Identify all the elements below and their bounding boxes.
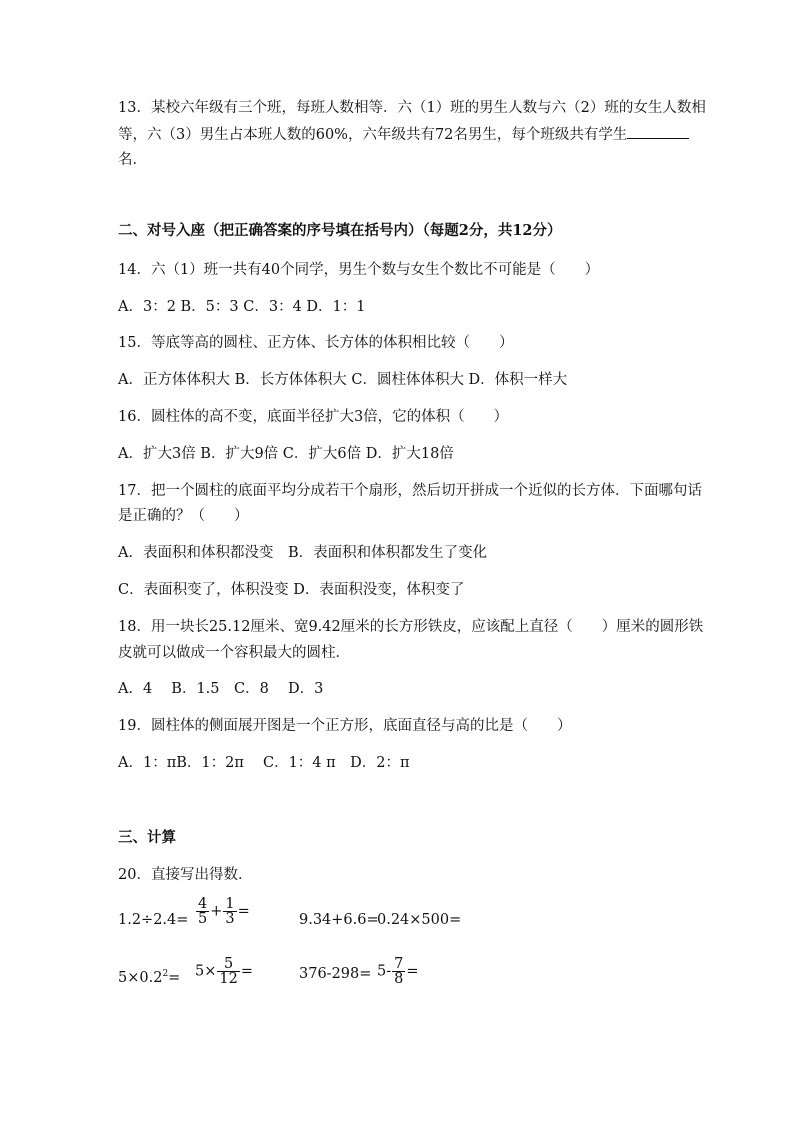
q13-line-2-text: 等，六（3）男生占本班人数的60%，六年级共有72名男生，每个班级共有学生 xyxy=(118,127,628,143)
calc-1-4: 0.24×500= xyxy=(377,912,462,928)
section-2-title: 二、对号入座（把正确答案的序号填在括号内）（每题2分，共12分） xyxy=(118,222,562,239)
calc-1-1: 1.2÷2.4= xyxy=(118,912,189,928)
calc-2-3: 376-298= xyxy=(299,966,372,982)
q18-stem-2: 皮就可以做成一个容积最大的圆柱． xyxy=(118,645,350,661)
q15-options: A．正方体体积大 B．长方体体积大 C．圆柱体体积大 D．体积一样大 xyxy=(118,372,568,388)
q13-line-3: 名． xyxy=(118,152,147,168)
q19-stem: 19．圆柱体的侧面展开图是一个正方形，底面直径与高的比是（ ） xyxy=(118,718,572,734)
q17-stem-2: 是正确的？（ ） xyxy=(118,508,249,524)
fraction: $\frac{5}{12}$ xyxy=(219,956,238,987)
fraction: $\frac{7}{8}$ xyxy=(394,956,404,987)
calc-1-2: $\frac{4}{5}$ + $\frac{1}{3}$ = xyxy=(198,896,250,927)
calc-2-2: 5× $\frac{5}{12}$ = xyxy=(195,956,253,987)
fraction: $\frac{1}{3}$ xyxy=(225,896,235,927)
q13-line-1: 13．某校六年级有三个班，每班人数相等．六（1）班的男生人数与六（2）班的女生人数相 xyxy=(118,100,706,116)
fraction: $\frac{4}{5}$ xyxy=(198,896,208,927)
calc-2-1: $5\times 0.2^2=$ xyxy=(118,969,181,986)
q20-stem: 20．直接写出得数． xyxy=(118,867,253,883)
q16-stem: 16．圆柱体的高不变，底面半径扩大3倍，它的体积（ ） xyxy=(118,409,509,425)
q13-line-2 xyxy=(118,124,689,145)
q18-stem-1: 18．用一块长25.12厘米、宽9.42厘米的长方形铁皮，应该配上直径（ ）厘米的圆形铁 xyxy=(118,619,704,635)
q18-options: A．4 B．1.5 C．8 D．3 xyxy=(118,681,324,697)
q17-options-1: A．表面积和体积都没变 B．表面积和体积都发生了变化 xyxy=(118,545,488,561)
q14-options: A．3：2 B．5：3 C．3：4 D．1：1 xyxy=(118,299,366,315)
section-3-title: 三、计算 xyxy=(118,829,176,846)
q14-stem: 14．六（1）班一共有40个同学，男生个数与女生个数比不可能是（ ） xyxy=(118,262,600,278)
q16-options: A．扩大3倍 B．扩大9倍 C．扩大6倍 D．扩大18倍 xyxy=(118,446,454,462)
q15-stem: 15．等底等高的圆柱、正方体、长方体的体积相比较（ ） xyxy=(118,335,514,351)
answer-blank xyxy=(627,124,689,139)
q19-options: A．1：πB．1：2π C．1：4 π D．2：π xyxy=(118,755,410,771)
calc-2-4: 5- $\frac{7}{8}$ = xyxy=(377,956,419,987)
calc-1-3: 9.34+6.6= xyxy=(299,912,379,928)
q17-options-2: C．表面积变了，体积没变 D．表面积没变，体积变了 xyxy=(118,582,465,598)
q17-stem-1: 17．把一个圆柱的底面平均分成若干个扇形，然后切开拼成一个近似的长方体．下面哪句话 xyxy=(118,483,702,499)
